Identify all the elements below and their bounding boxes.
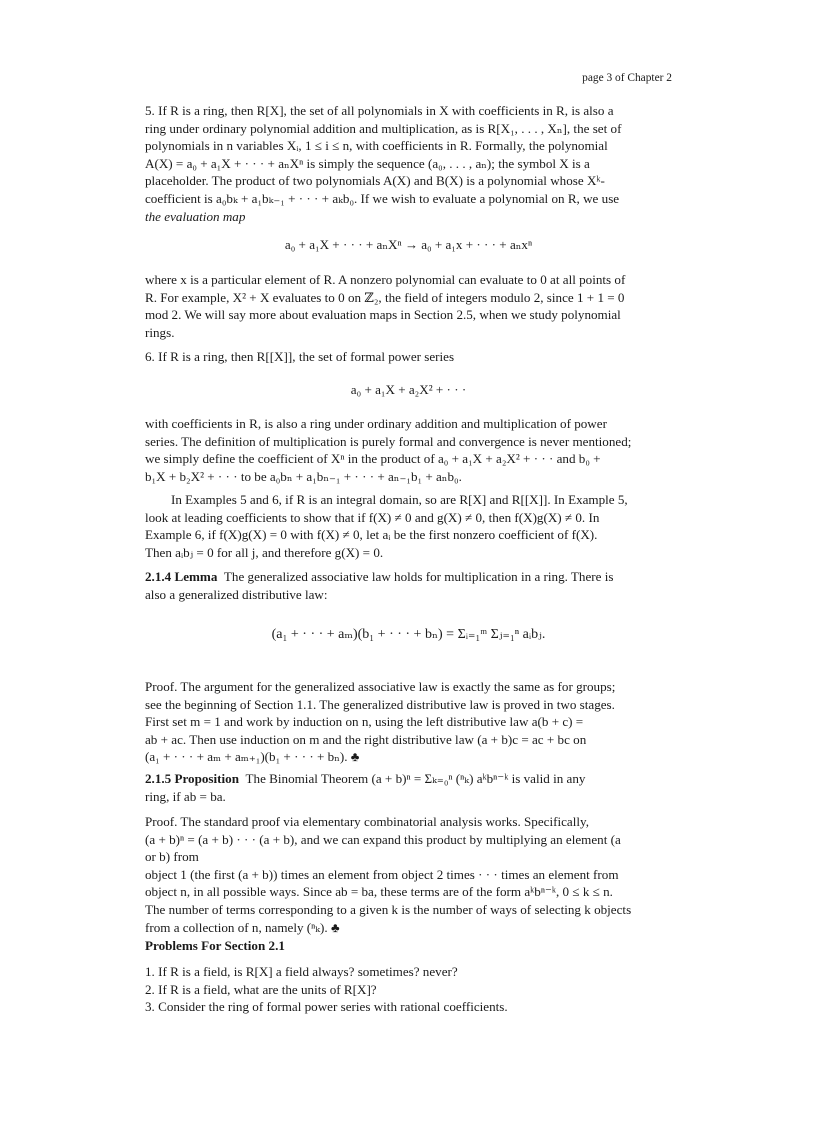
lemma-text: The generalized associative law holds for multiplication in a ring. There is xyxy=(223,569,614,584)
page-header: page 3 of Chapter 2 xyxy=(582,72,672,84)
problems-list xyxy=(145,963,672,1016)
proof-line: object n, in all possible ways. Since ab = ba, these terms are of the form aᵏbⁿ⁻ᵏ, 0 ≤ k ≤ n. xyxy=(145,884,613,900)
proposition-2-1-5 xyxy=(145,770,672,805)
example-5-after-line: R. For example, X² + X evaluates to 0 on ℤ₂, the field of integers modulo 2, since 1 + 1 = 0 xyxy=(145,289,625,305)
example-5-line: coefficient is a₀bₖ + a₁bₖ₋₁ + · · · + aₖb₀. If we wish to evaluate a polynomial on R, we use xyxy=(145,190,620,206)
proof-line: from a collection of n, namely (ⁿₖ). ♣ xyxy=(145,919,340,935)
binomial-proof xyxy=(145,813,672,936)
example-5-after-line: rings. xyxy=(145,324,175,340)
example-6-line: with coefficients in R, is also a ring under ordinary addition and multiplication of power xyxy=(145,416,607,431)
proof-line: object 1 (the first (a + b)) times an element from object 2 times · · · times an element from xyxy=(145,866,619,882)
example-6-line: b₁X + b₂X² + · · · to be a₀bₙ + a₁bₙ₋₁ + · · · + aₙ₋₁b₁ + aₙb₀. xyxy=(145,468,462,484)
proof-line: (a + b)ⁿ = (a + b) · · · (a + b), and we can expand this product by multiplying an element (a xyxy=(145,831,621,847)
lemma-proof xyxy=(145,678,672,766)
lemma-title: 2.1.4 Lemma xyxy=(145,569,218,584)
example-5-line: placeholder. The product of two polynomials A(X) and B(X) is a polynomial whose Xᵏ- xyxy=(145,173,605,189)
example-5 xyxy=(145,102,672,225)
integral-domain-line: In Examples 5 and 6, if R is an integral domain, so are R[X] and R[[X]]. In Example 5, xyxy=(171,492,628,507)
proof-line: The number of terms corresponding to a given k is the number of ways of selecting k objects xyxy=(145,901,632,917)
example-5-line: the evaluation map xyxy=(145,208,246,224)
integral-domain-line: look at leading coefficients to show that if f(X) ≠ 0 and g(X) ≠ 0, then f(X)g(X) ≠ 0. In xyxy=(145,509,600,525)
proof-line: Proof. The argument for the generalized associative law is exactly the same as for groups; xyxy=(145,679,616,694)
example-5-continued xyxy=(145,271,672,341)
example-6 xyxy=(145,415,672,485)
example-5-after-line: where x is a particular element of R. A nonzero polynomial can evaluate to 0 at all points of xyxy=(145,272,626,287)
lemma-text: also a generalized distributive law: xyxy=(145,586,328,602)
integral-domain-line: Example 6, if f(X)g(X) = 0 with f(X) ≠ 0, let aᵢ be the first nonzero coefficient of f(X). xyxy=(145,527,598,543)
example-5-line: ring under ordinary polynomial addition and multiplication, as is R[X₁, . . . , Xₙ], the set of xyxy=(145,120,622,136)
proposition-text: The Binomial Theorem (a + b)ⁿ = Σₖ₌₀ⁿ (ⁿₖ) aᵏbⁿ⁻ᵏ is valid in any xyxy=(245,771,586,786)
proof-line: see the beginning of Section 1.1. The generalized distributive law is proved in two stages. xyxy=(145,696,615,712)
problem-item: 2. If R is a field, what are the units of R[X]? xyxy=(145,981,377,997)
proof-line: First set m = 1 and work by induction on n, using the left distributive law a(b + c) = xyxy=(145,714,584,730)
proposition-title: 2.1.5 Proposition xyxy=(145,771,239,786)
integral-domain-paragraph xyxy=(145,491,672,561)
example-6-line: we simply define the coefficient of Xⁿ in the product of a₀ + a₁X + a₂X² + · · · and b₀ + xyxy=(145,451,601,467)
example-6-intro: 6. If R is a ring, then R[[X]], the set of formal power series xyxy=(145,349,455,364)
proof-line: or b) from xyxy=(145,849,199,865)
distributive-law-formula: (a₁ + · · · + aₘ)(b₁ + · · · + bₙ) = Σᵢ₌₁ᵐ Σⱼ₌₁ⁿ aᵢbⱼ. xyxy=(271,627,546,642)
example-5-line: polynomials in n variables Xᵢ, 1 ≤ i ≤ n, with coefficients in R. Formally, the polynomial xyxy=(145,138,608,154)
example-5-line: 5. If R is a ring, then R[X], the set of all polynomials in X with coefficients in R, is also a xyxy=(145,103,614,118)
example-6-line: series. The definition of multiplication is purely formal and convergence is never mentioned; xyxy=(145,433,632,449)
integral-domain-line: Then aᵢbⱼ = 0 for all j, and therefore g(X) = 0. xyxy=(145,544,384,560)
lemma-2-1-4 xyxy=(145,568,672,603)
problem-item: 3. Consider the ring of formal power series with rational coefficients. xyxy=(145,999,508,1015)
proposition-text: ring, if ab = ba. xyxy=(145,788,226,804)
proof-line: (a₁ + · · · + aₘ + aₘ₊₁)(b₁ + · · · + bₙ). ♣ xyxy=(145,749,360,765)
proof-line: ab + ac. Then use induction on m and the right distributive law (a + b)c = ac + bc on xyxy=(145,731,587,747)
power-series-formula: a₀ + a₁X + a₂X² + · · · xyxy=(350,382,467,397)
example-5-line: A(X) = a₀ + a₁X + · · · + aₙXⁿ is simply the sequence (a₀, . . . , aₙ); the symbol X is a xyxy=(145,155,590,171)
problem-item: 1. If R is a field, is R[X] a field always? sometimes? never? xyxy=(145,964,458,979)
proof-line: Proof. The standard proof via elementary combinatorial analysis works. Specifically, xyxy=(145,814,589,829)
evaluation-map-formula: a₀ + a₁X + · · · + aₙXⁿ → a₀ + a₁x + · · · + aₙxⁿ xyxy=(284,237,533,252)
example-5-after-line: mod 2. We will say more about evaluation maps in Section 2.5, when we study polynomial xyxy=(145,307,621,323)
problems-heading: Problems For Section 2.1 xyxy=(145,938,285,953)
